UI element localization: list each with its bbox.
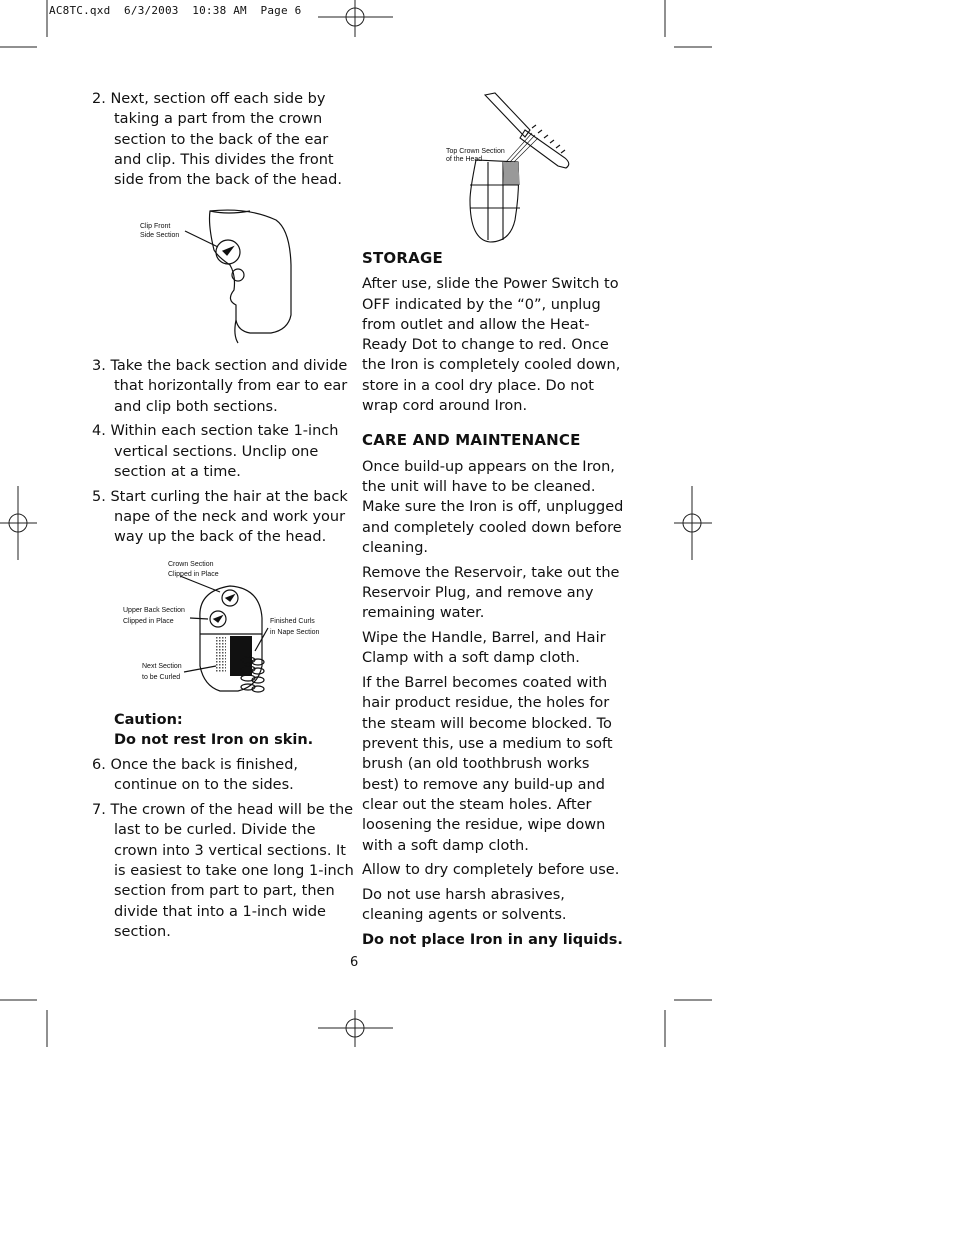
care-warning: Do not place Iron in any liquids. <box>362 932 623 949</box>
file-slug: AC8TC.qxd 6/3/2003 10:38 AM Page 6 <box>49 4 302 17</box>
page-number: 6 <box>350 955 359 970</box>
step-7: 7. The crown of the head will be the last to be curled. Divide the crown into 3 vertical sections. It is easiest to take one long 1-inch section from part to part, then divide that into a 1-inch wide section. <box>92 802 354 940</box>
storage-text: After use, slide the Power Switch to OFF indicated by the “0”, unplug from outlet and allow the Heat-Ready Dot to change to red. Once the Iron is completely cooled down, store in a cool dry place. Do not wrap cord around Iron. <box>362 276 621 415</box>
fig2-crown-line1: Crown Section <box>168 561 214 568</box>
fig2-upper-line2: Clipped in Place <box>123 618 174 625</box>
care-paragraph-6: Do not use harsh abrasives, cleaning agents or solvents. <box>362 887 567 924</box>
figure-side-section <box>138 205 298 345</box>
care-paragraph-1: Once build-up appears on the Iron, the unit will have to be cleaned. Make sure the Iron is off, unplugged and completely cooled down before cleaning. <box>362 458 624 556</box>
fig3-label-line1: Top Crown Section <box>446 148 505 155</box>
care-paragraph-4: If the Barrel becomes coated with hair product residue, the holes for the steam will become blocked. To prevent this, use a medium to soft brush (an old toothbrush works best) to remove any build-up and clear out the steam holes. After loosening the residue, wipe down with a soft damp cloth. <box>362 675 613 854</box>
fig3-label-line2: of the Head <box>446 156 483 163</box>
care-paragraph-3: Wipe the Handle, Barrel, and Hair Clamp with a soft damp cloth. <box>362 630 606 667</box>
fig2-finished-line2: in Nape Section <box>270 629 320 636</box>
step-2: 2. Next, section off each side by taking a part from the crown section to the back of the ear and clip. This divides the front side from the back of the head. <box>92 91 342 189</box>
step-5: 5. Start curling the hair at the back nape of the neck and work your way up the back of the head. <box>92 488 348 546</box>
figure-back-sections <box>120 556 330 706</box>
caution-title: Caution: <box>114 712 183 728</box>
care-heading: CARE AND MAINTENANCE <box>362 431 581 450</box>
care-paragraph-2: Remove the Reservoir, take out the Reservoir Plug, and remove any remaining water. <box>362 564 620 622</box>
fig1-label-line2: Side Section <box>140 232 180 239</box>
left-column-steps <box>92 356 354 552</box>
fig2-next-line2: to be Curled <box>142 674 181 681</box>
fig2-next-line1: Next Section <box>142 663 182 670</box>
storage-heading: STORAGE <box>362 249 443 267</box>
left-column-lower <box>92 710 354 947</box>
fig1-label-line1: Clip Front <box>140 223 171 230</box>
figure-top-crown <box>440 90 590 248</box>
fig2-upper-line1: Upper Back Section <box>123 607 185 614</box>
step-4: 4. Within each section take 1-inch vertical sections. Unclip one section at a time. <box>92 423 339 480</box>
right-column <box>362 248 624 955</box>
caution-text: Do not rest Iron on skin. <box>114 732 314 749</box>
care-paragraph-5: Allow to dry completely before use. <box>362 862 620 879</box>
fig2-crown-line2: Clipped in Place <box>168 571 219 578</box>
fig2-finished-line1: Finished Curls <box>270 618 315 625</box>
left-column <box>92 89 354 195</box>
step-6: 6. Once the back is finished, continue on to the sides. <box>92 757 299 794</box>
step-3: 3. Take the back section and divide that horizontally from ear to ear and clip both sections. <box>92 358 348 415</box>
